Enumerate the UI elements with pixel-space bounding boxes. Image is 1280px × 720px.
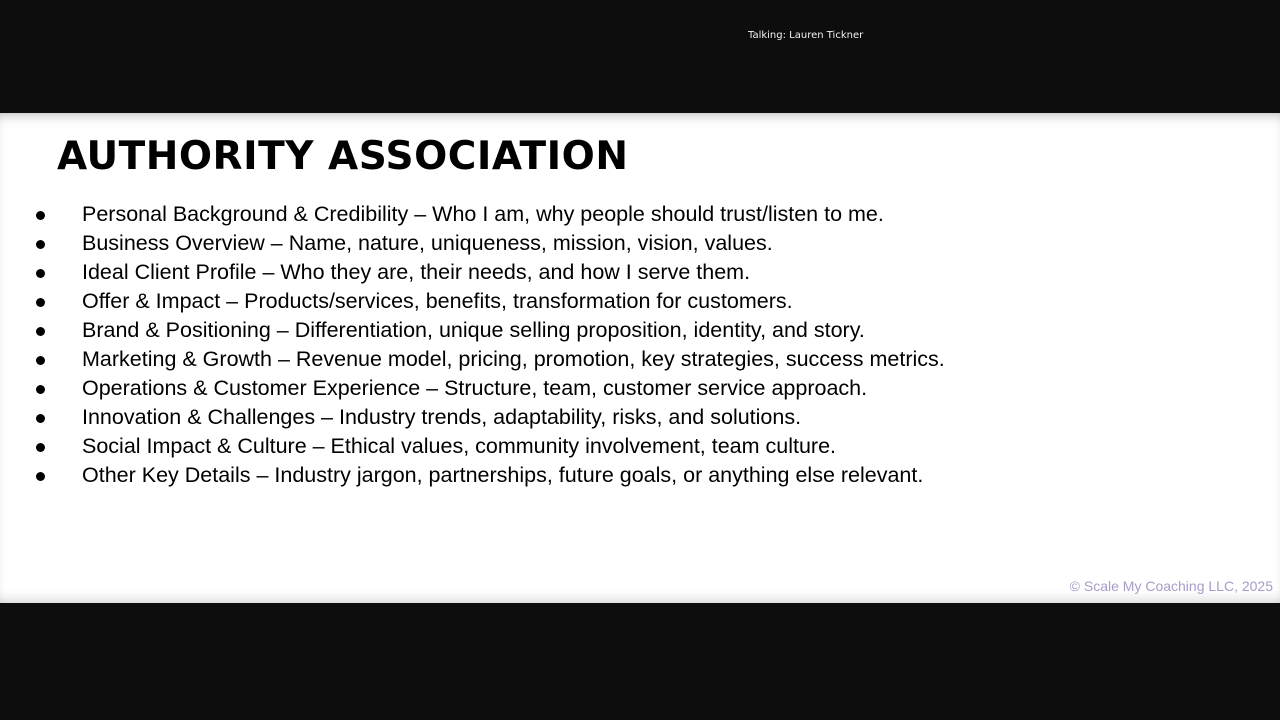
list-item bbox=[0, 316, 1280, 345]
list-item bbox=[0, 374, 1280, 403]
list-item-text: Operations & Customer Experience – Structure, team, customer service approach. bbox=[82, 376, 868, 400]
list-item-text: Marketing & Growth – Revenue model, pricing, promotion, key strategies, success metrics. bbox=[82, 347, 945, 371]
list-item-text: Brand & Positioning – Differentiation, unique selling proposition, identity, and story. bbox=[82, 318, 865, 342]
list-item-text: Ideal Client Profile – Who they are, their needs, and how I serve them. bbox=[82, 260, 751, 284]
list-item bbox=[0, 345, 1280, 374]
copyright-notice: © Scale My Coaching LLC, 2025 bbox=[1069, 578, 1273, 594]
bullet-icon bbox=[36, 240, 45, 249]
slide-title: AUTHORITY ASSOCIATION bbox=[57, 134, 629, 179]
list-item bbox=[0, 287, 1280, 316]
list-item-text: Personal Background & Credibility – Who I am, why people should trust/listen to me. bbox=[82, 202, 884, 226]
list-item bbox=[0, 200, 1280, 229]
list-item-text: Offer & Impact – Products/services, benefits, transformation for customers. bbox=[82, 289, 793, 313]
list-item-text: Social Impact & Culture – Ethical values, community involvement, team culture. bbox=[82, 434, 837, 458]
bullet-icon bbox=[36, 414, 45, 423]
list-item bbox=[0, 432, 1280, 461]
list-item bbox=[0, 403, 1280, 432]
list-item-text: Innovation & Challenges – Industry trends, adaptability, risks, and solutions. bbox=[82, 405, 802, 429]
shared-slide bbox=[0, 113, 1280, 603]
bullet-icon bbox=[36, 356, 45, 365]
bullet-icon bbox=[36, 269, 45, 278]
bullet-icon bbox=[36, 472, 45, 481]
active-speaker-label: Talking: Lauren Tickner bbox=[748, 30, 864, 41]
bullet-icon bbox=[36, 327, 45, 336]
list-item bbox=[0, 258, 1280, 287]
list-item bbox=[0, 461, 1280, 490]
list-item bbox=[0, 229, 1280, 258]
bullet-icon bbox=[36, 298, 45, 307]
list-item-text: Business Overview – Name, nature, uniqueness, mission, vision, values. bbox=[82, 231, 773, 255]
bullet-list bbox=[0, 200, 1280, 490]
bullet-icon bbox=[36, 443, 45, 452]
bullet-icon bbox=[36, 211, 45, 220]
bullet-icon bbox=[36, 385, 45, 394]
list-item-text: Other Key Details – Industry jargon, partnerships, future goals, or anything else relevant. bbox=[82, 463, 924, 487]
